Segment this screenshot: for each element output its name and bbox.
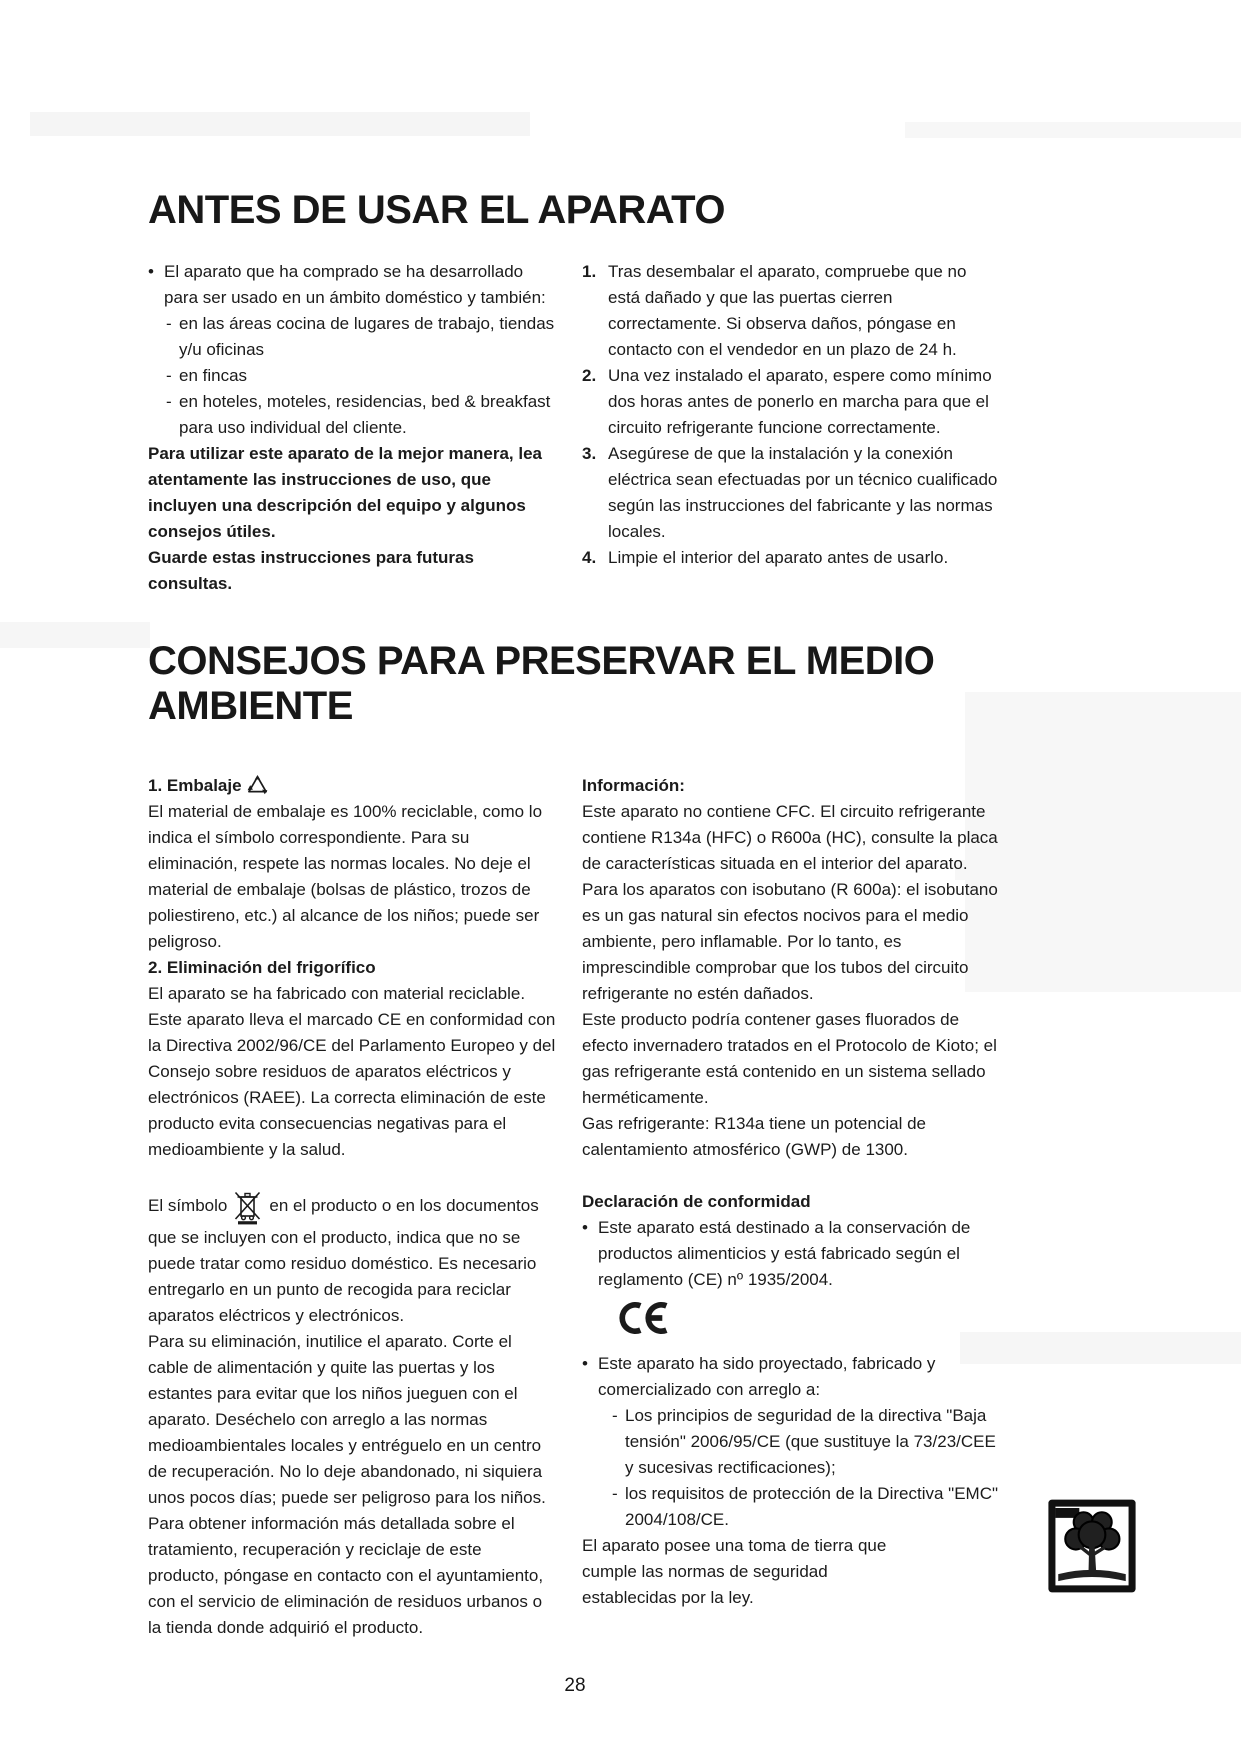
tierra-paragraph: El aparato posee una toma de tierra que cumple las normas de seguridad establecidas por la ley. (582, 1536, 887, 1607)
designed-bullet (582, 1351, 1002, 1403)
directive-text: los requisitos de protección de la Directiva "EMC" 2004/108/CE. (625, 1484, 999, 1529)
list-item (612, 1481, 1002, 1533)
embalaje-heading: 1. Embalaje (148, 776, 242, 795)
section-title-consejos: CONSEJOS PARA PRESERVAR EL MEDIO AMBIENTE (148, 639, 935, 728)
use-cases-list (166, 311, 556, 441)
eliminacion-heading: 2. Eliminación del frigorífico (148, 958, 376, 977)
step-item (582, 441, 1002, 545)
use-case-text: en las áreas cocina de lugares de trabajo, tiendas y/u oficinas (179, 314, 555, 359)
scan-artifact-band (965, 692, 1241, 992)
step-item (582, 363, 1002, 441)
dash-glyph: - (612, 1484, 618, 1503)
kioto-paragraph: Este producto podría contener gases fluorados de efecto invernadero tratados en el Protocolo de Kioto; el gas refrigerante está contenido en un sistema sellado herméticamente. (582, 1010, 997, 1107)
consejos-columns (148, 773, 1002, 1641)
list-item (166, 363, 556, 389)
page-number: 28 (564, 1675, 586, 1696)
directive-text: Los principios de seguridad de la directiva "Baja tensión" 2006/95/CE (que sustituye la 73/23/CEE y sucesivas rectificaciones); (625, 1406, 996, 1477)
step-number: 1. (582, 262, 597, 281)
intro-text: El aparato que ha comprado se ha desarrollado para ser usado en un ámbito doméstico y también: (164, 262, 546, 307)
manual-page (148, 0, 1002, 1697)
step-text: Limpie el interior del aparato antes de usarlo. (608, 548, 949, 567)
conformity-text: Este aparato está destinado a la conservación de productos alimenticios y está fabricado según el reglamento (CE) nº 1935/2004. (598, 1218, 971, 1289)
keep-instructions-bold: Guarde estas instrucciones para futuras consultas. (148, 548, 474, 593)
weee-text-before: El símbolo (148, 1196, 228, 1215)
step-text: Tras desembalar el aparato, compruebe que no está dañado y que las puertas cierren correctamente. Si observa daños, póngase en contacto con el vendedor en un plazo de 24 h. (608, 262, 967, 359)
eliminacion-paragraph: El aparato se ha fabricado con material reciclable. Este aparato lleva el marcado CE en conformidad con la Directiva 2002/96/CE del Parlamento Europeo y del Consejo sobre residuos de aparatos eléctricos y electrónicos (RAEE). La correcta eliminación de este producto evita consecuencias negativas para el medioambiente y la salud. (148, 984, 556, 1159)
step-number: 3. (582, 444, 597, 463)
gwp-paragraph: Gas refrigerante: R134a tiene un potencial de calentamiento atmosférico (GWP) de 1300. (582, 1114, 927, 1159)
dash-glyph: - (612, 1406, 618, 1425)
info-detallada-paragraph: Para obtener información más detallada sobre el tratamiento, recuperación y reciclaje de este producto, póngase en contacto con el ayuntamiento, con el servicio de eliminación de residuos urbanos o la tienda donde adquirió el producto. (148, 1514, 544, 1637)
intro-bullet (148, 259, 556, 311)
list-item (166, 311, 556, 363)
step-text: Asegúrese de que la instalación y la conexión eléctrica sean efectuadas por un técnico cualificado según las instrucciones del fabricante y las normas locales. (608, 444, 998, 541)
embalaje-paragraph: El material de embalaje es 100% reciclable, como lo indica el símbolo correspondiente. Para su eliminación, respete las normas locales. No deje el material de embalaje (bolsas de plástico, trozos de poliestireno, etc.) al alcance de los niños; puede ser peligroso. (148, 802, 543, 951)
informacion-heading: Información: (582, 776, 685, 795)
weee-bin-icon (227, 1196, 269, 1215)
list-item (612, 1403, 1002, 1481)
dash-glyph: - (166, 392, 172, 411)
before-columns (148, 259, 1002, 597)
bullet-glyph: • (582, 1354, 588, 1373)
designed-text: Este aparato ha sido proyectado, fabricado y comercializado con arreglo a: (598, 1354, 936, 1399)
bullet-glyph: • (148, 262, 154, 281)
earth-tree-icon (1047, 1498, 1137, 1599)
step-item (582, 259, 1002, 363)
inutilice-paragraph: Para su eliminación, inutilice el aparato. Corte el cable de alimentación y quite las puertas y los estantes para evitar que los niños jueguen con el aparato. Deséchelo con arreglo a las normas medioambientales locales y entréguelo en un centro de recuperación. No lo deje abandonado, ni siquiera unos pocos días; puede ser peligroso para los niños. (148, 1332, 546, 1507)
recycling-icon (246, 776, 269, 795)
consejos-left-column (148, 773, 556, 1641)
isobutano-paragraph: Para los aparatos con isobutano (R 600a): el isobutano es un gas natural sin efectos nocivos para el medio ambiente, pero inflamable. Por lo tanto, es imprescindible comprobar que los tubos del circuito refrigerante no estén dañados. (582, 880, 998, 1003)
step-number: 2. (582, 366, 597, 385)
conformity-bullet (582, 1215, 1002, 1293)
bullet-glyph: • (582, 1218, 588, 1237)
step-item (582, 545, 1002, 571)
ce-mark-icon (616, 1301, 1002, 1343)
weee-text-after: en el producto o en los documentos que se incluyen con el producto, indica que no se puede tratar como residuo doméstico. Es necesario entregarlo en un punto de recogida para reciclar aparatos eléctricos y electrónicos. (148, 1196, 539, 1325)
use-case-text: en hoteles, moteles, residencias, bed & breakfast para uso individual del cliente. (179, 392, 551, 437)
section-title-antes: ANTES DE USAR EL APARATO (148, 188, 725, 232)
step-number: 4. (582, 548, 597, 567)
usage-advice-bold: Para utilizar este aparato de la mejor manera, lea atentamente las instrucciones de uso, que incluyen una descripción del equipo y algunos consejos útiles. (148, 444, 543, 541)
directives-list (612, 1403, 1002, 1533)
scan-artifact-band (0, 622, 150, 648)
consejos-right-column (582, 773, 1002, 1641)
step-text: Una vez instalado el aparato, espere como mínimo dos horas antes de ponerlo en marcha para que el circuito refrigerante funcione correctamente. (608, 366, 992, 437)
weee-paragraph (148, 1189, 556, 1329)
declaracion-heading: Declaración de conformidad (582, 1192, 811, 1211)
before-right-column (582, 259, 1002, 597)
scan-artifact-band (960, 1332, 1241, 1364)
dash-glyph: - (166, 314, 172, 333)
use-case-text: en fincas (179, 366, 248, 385)
dash-glyph: - (166, 366, 172, 385)
cfc-paragraph: Este aparato no contiene CFC. El circuito refrigerante contiene R134a (HFC) o R600a (HC), consulte la placa de características situada en el interior del aparato. (582, 802, 998, 873)
list-item (166, 389, 556, 441)
before-left-column (148, 259, 556, 597)
